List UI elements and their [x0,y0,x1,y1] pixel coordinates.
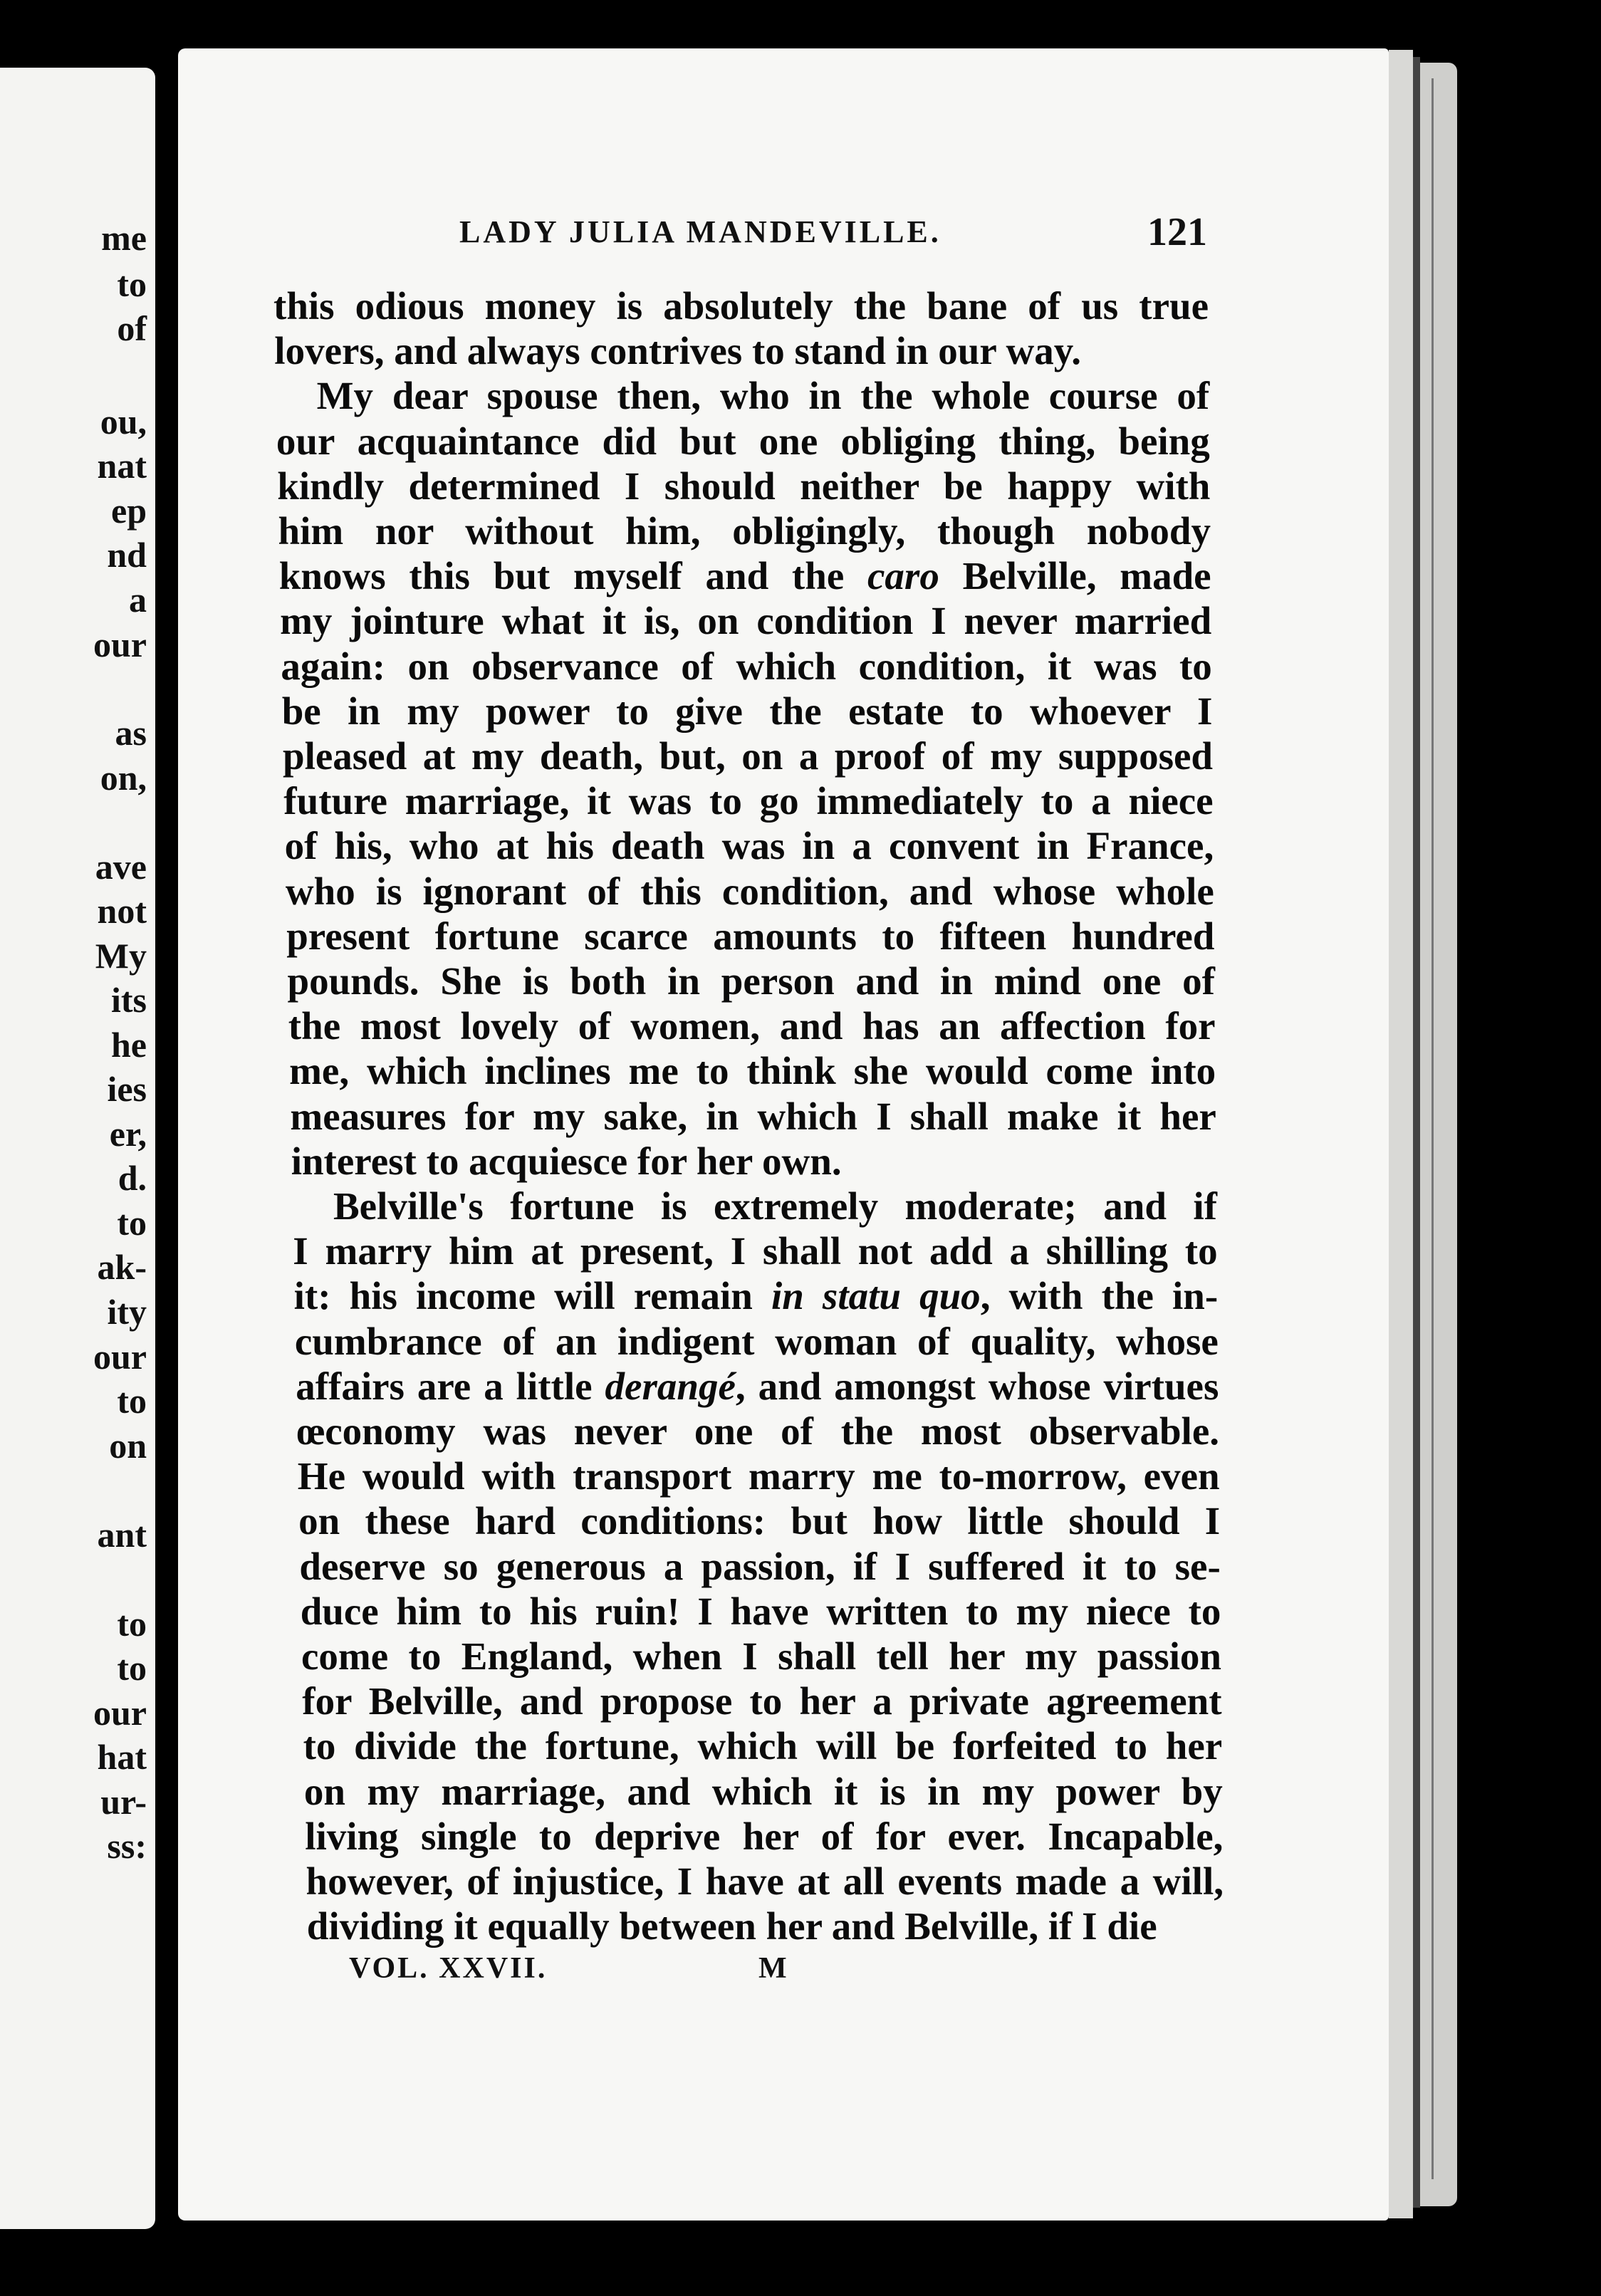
text-line: pleased at my death, but, on a proof of my supposed [283,734,1213,778]
text-line: kindly determined I should neither be happy with [277,464,1211,508]
text-line: who is ignorant of this condition, and whose whole [285,869,1214,913]
previous-page-line-fragment: to [117,1648,147,1688]
text-line: for Belville, and propose to her a private agreement [302,1679,1222,1723]
text-line: on these hard conditions: but how little should I [298,1499,1221,1543]
previous-page-line-fragment: ak- [97,1247,147,1287]
previous-page-line-fragment: My [95,936,147,976]
previous-page-line-fragment: hat [97,1737,147,1777]
page-number: 121 [1147,210,1207,254]
text-line: cumbrance of an indigent woman of quality, whose [294,1319,1219,1363]
previous-page-line-fragment: ies [107,1069,147,1109]
previous-page-line-fragment: nd [107,535,147,575]
previous-page-line-fragment: on [109,1426,147,1466]
previous-page-line-fragment: to [117,1381,147,1421]
text-line: living single to deprive her of for ever. Incapable, [305,1814,1224,1858]
text-line: present fortune scarce amounts to fifteen hundred [286,914,1215,958]
text-line: my jointure what it is, on condition I never married [280,599,1212,643]
text-line: be in my power to give the estate to whoever I [281,689,1213,733]
previous-page-line-fragment: our [93,1693,147,1733]
text-line: again: on observance of which condition, it was to [281,644,1212,688]
text-line: measures for my sake, in which I shall make it her [290,1094,1216,1138]
text-line: it: his income will remain in statu quo, with the in- [293,1274,1219,1318]
text-line: him nor without him, obligingly, though nobody [278,509,1211,553]
previous-page-line-fragment: me [101,218,147,258]
text-line: of his, who at his death was in a convent in France, [284,824,1214,868]
text-line: on my marriage, and which it is in my power by [303,1769,1223,1813]
text-line: knows this but myself and the caro Belville, made [278,554,1211,598]
previous-page-line-fragment: to [117,1203,147,1243]
previous-page-line-fragment: ave [95,847,147,887]
text-line: œconomy was never one of the most observable. [296,1409,1219,1453]
text-line: this odious money is absolutely the bane of us true [273,284,1209,328]
previous-page-line-fragment: er, [109,1114,147,1154]
previous-page-line-fragment: our [93,1337,147,1377]
page-footer [349,1951,805,1994]
running-title: LADY JULIA MANDEVILLE. [459,214,942,249]
text-line: affairs are a little derangé, and amongst whose virtues [296,1364,1219,1408]
text-line: pounds. She is both in person and in mind one of [287,959,1215,1003]
text-line: interest to acquiesce for her own. [291,1139,842,1183]
previous-page-line-fragment: ant [97,1515,147,1555]
text-line: Belville's fortune is extremely moderate; and if [333,1184,1217,1228]
text-line: me, which inclines me to think she would come into [289,1049,1216,1093]
text-line: dividing it equally between her and Belville, if I die [306,1904,1157,1948]
text-line: the most lovely of women, and has an affection for [288,1004,1216,1048]
text-line: My dear spouse then, who in the whole course of [316,374,1210,418]
previous-page-line-fragment: ity [107,1292,147,1332]
previous-page-line-fragment: he [111,1025,147,1065]
previous-page-line-fragment: d. [118,1158,147,1198]
volume-label: VOL. XXVII. [349,1952,548,1985]
previous-page-line-fragment: ss: [107,1826,147,1866]
previous-page-line-fragment: ep [111,491,147,531]
previous-page-line-fragment: our [93,625,147,664]
previous-page-line-fragment: to [117,1604,147,1644]
text-line: to divide the fortune, which will be forfeited to her [303,1724,1223,1768]
previous-page-line-fragment: its [111,980,147,1020]
text-line: lovers, and always contrives to stand in our way. [274,329,1081,373]
previous-page-line-fragment: to [117,264,147,304]
previous-page-line-fragment: nat [97,446,147,486]
text-line: future marriage, it was to go immediately to a niece [283,779,1214,823]
text-line: He would with transport marry me to-morrow, even [297,1454,1220,1498]
text-line: deserve so generous a passion, if I suffered it to se- [299,1544,1221,1588]
text-line: however, of injustice, I have at all events made a will, [306,1859,1224,1903]
previous-page-line-fragment: ou, [100,402,147,442]
previous-page-line-fragment: ur- [100,1782,147,1822]
signature-mark: M [758,1952,787,1985]
previous-page-line-fragment: on, [100,758,147,798]
previous-page-line-fragment: a [129,580,147,620]
previous-page-line-fragment: not [97,891,147,931]
previous-page-line-fragment: as [115,713,147,753]
text-line: come to England, when I shall tell her my passion [301,1634,1221,1678]
text-line: duce him to his ruin! I have written to my niece to [300,1589,1221,1633]
text-line: I marry him at present, I shall not add a shilling to [293,1229,1218,1273]
previous-page-line-fragment: of [117,308,147,348]
text-line: our acquaintance did but one obliging thing, being [276,419,1210,463]
